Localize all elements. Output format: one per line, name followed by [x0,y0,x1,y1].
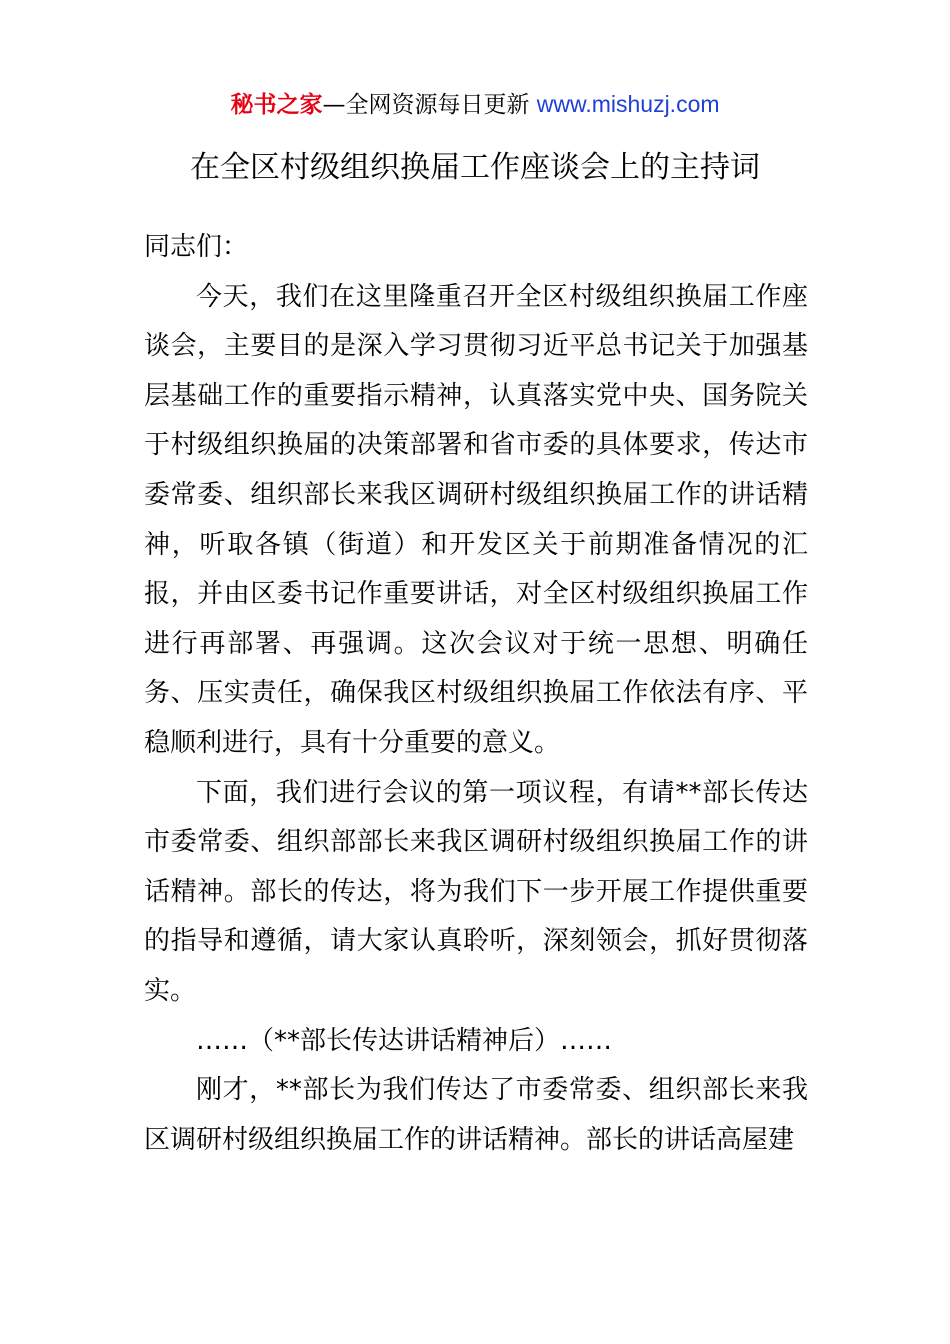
paragraph-2: 下面，我们进行会议的第一项议程，有请**部长传达市委常委、组织部部长来我区调研村级组织换届工作的讲话精神。部长的传达，将为我们下一步开展工作提供重要的指导和遵循，请大家认真聆听，深刻领会，抓好贯彻落实。 [144,777,808,1006]
site-tagline: —全网资源每日更新 [322,92,537,118]
salutation: 同志们： [144,232,249,262]
site-brand: 秘书之家 [230,92,323,118]
site-url[interactable]: www.mishuzj.com [536,91,720,117]
document-body [144,223,808,1165]
site-header [0,86,950,123]
document-title: 在全区村级组织换届工作座谈会上的主持词 [190,150,760,185]
paragraph-1: 今天，我们在这里隆重召开全区村级组织换届工作座谈会，主要目的是深入学习贯彻习近平总书记关于加强基层基础工作的重要指示精神，认真落实党中央、国务院关于村级组织换届的决策部署和省市委的具体要求，传达市委常委、组织部长来我区调研村级组织换届工作的讲话精神，听取各镇（街道）和开发区关于前期准备情况的汇报，并由区委书记作重要讲话，对全区村级组织换届工作进行再部署、再强调。这次会议对于统一思想、明确任务、压实责任，确保我区村级组织换届工作依法有序、平稳顺利进行，具有十分重要的意义。 [144,281,808,758]
paragraph-4: 刚才，**部长为我们传达了市委常委、组织部长来我区调研村级组织换届工作的讲话精神。部长的讲话高屋建 [144,1075,808,1155]
paragraph-3: ……（**部长传达讲话精神后）…… [196,1025,613,1056]
